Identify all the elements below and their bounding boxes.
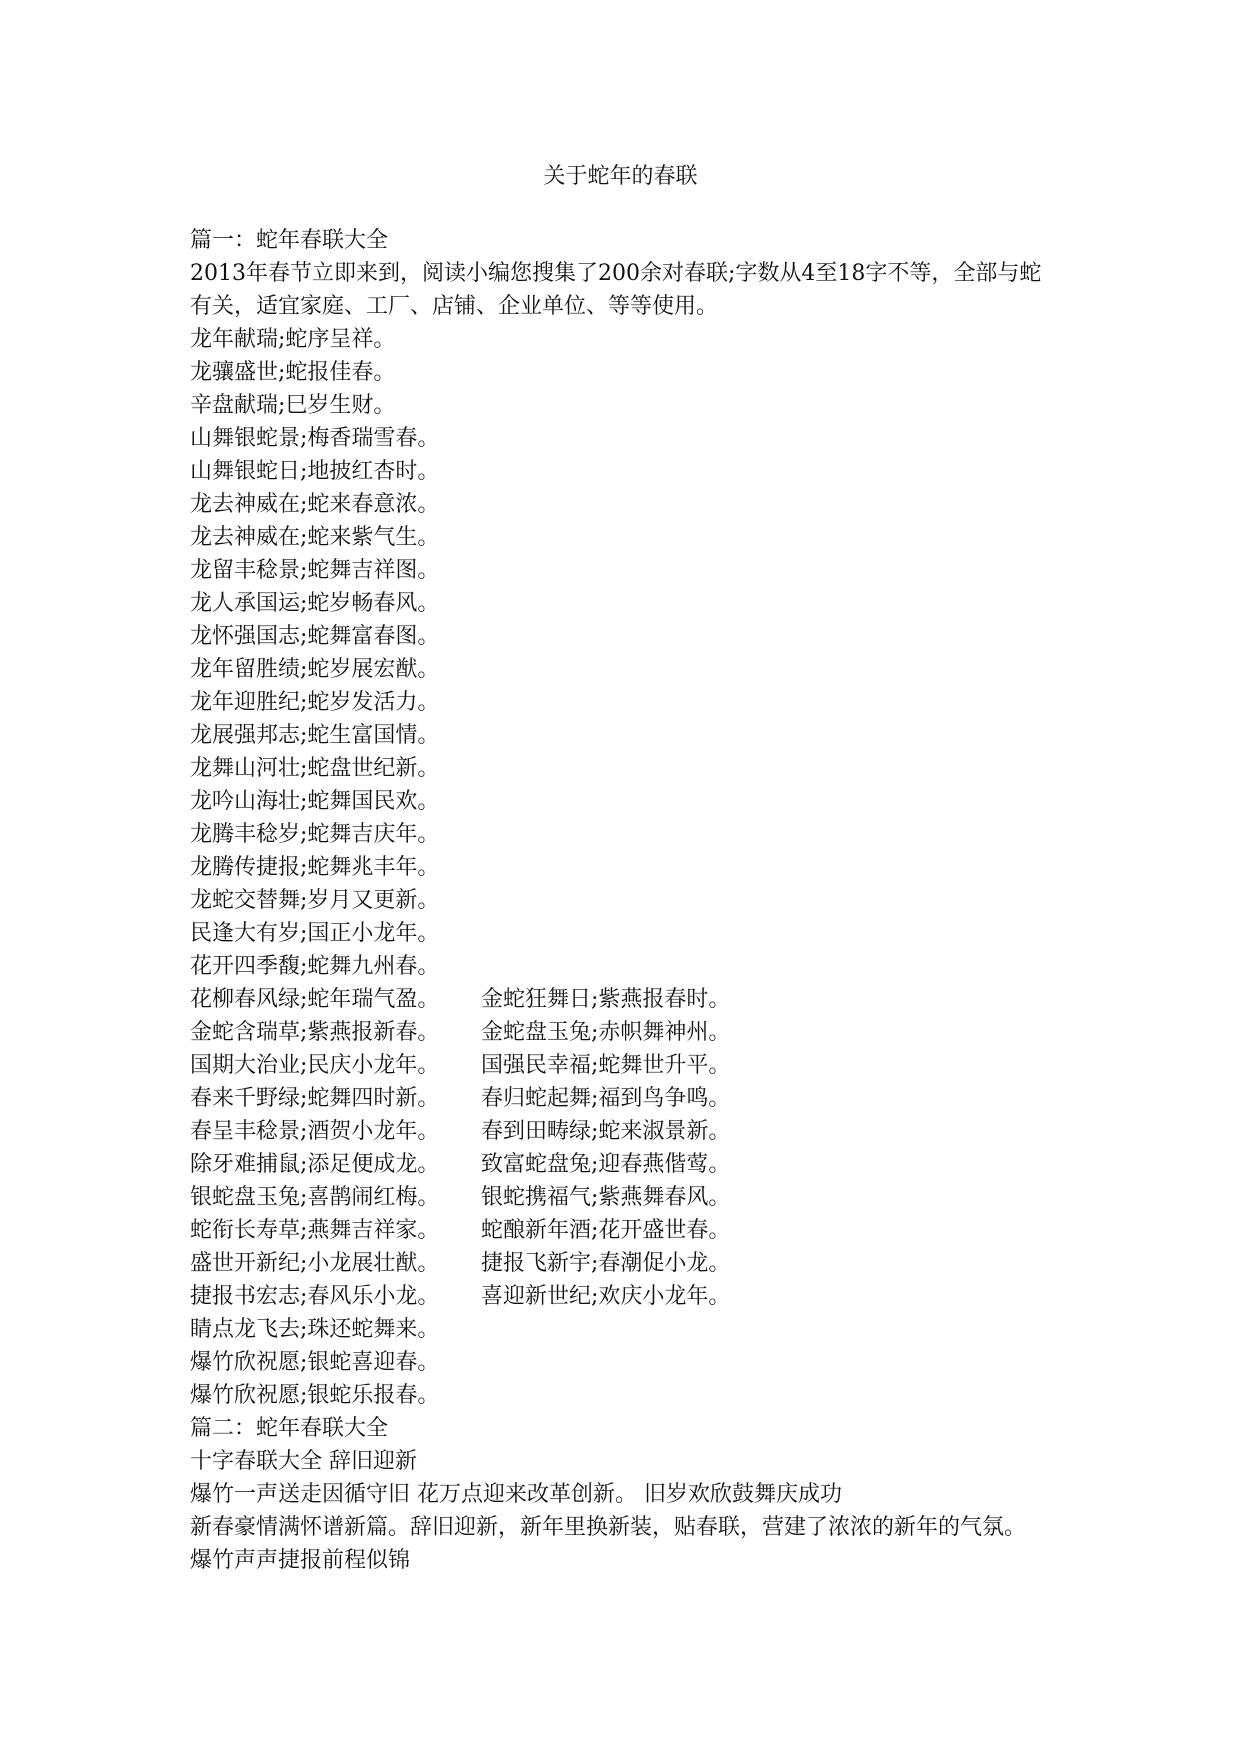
couplet-line: 龙蛇交替舞;岁月又更新。 [190,888,440,913]
couplet-left: 春呈丰稔景;酒贺小龙年。 [190,1119,440,1144]
couplet-line: 龙怀强国志;蛇舞富春图。 [190,624,440,649]
document-title: 关于蛇年的春联 [543,164,698,189]
couplet-left: 春来千野绿;蛇舞四时新。 [190,1086,440,1111]
couplet-pair-row [190,983,1050,1016]
section-heading: 篇一：蛇年春联大全 [190,228,389,253]
couplet-line: 山舞银蛇景;梅香瑞雪春。 [190,426,440,451]
couplet-right: 蛇酿新年酒;花开盛世春。 [481,1218,731,1243]
couplet-line: 龙骧盛世;蛇报佳春。 [190,360,396,385]
couplet-right: 春到田畴绿;蛇来淑景新。 [481,1119,731,1144]
couplet-line: 龙去神威在;蛇来紫气生。 [190,525,440,550]
couplet-line: 龙年献瑞;蛇序呈祥。 [190,327,396,352]
couplet-line: 民逢大有岁;国正小龙年。 [190,921,440,946]
couplet-list [190,323,1050,983]
couplet-left: 除牙难捕鼠;添足便成龙。 [190,1152,440,1177]
text-line: 爆竹声声捷报前程似锦 [190,1548,411,1573]
couplet-line: 龙展强邦志;蛇生富国情。 [190,723,440,748]
couplet-right: 致富蛇盘兔;迎春燕偕莺。 [481,1152,731,1177]
couplet-pair-row [190,1016,1050,1049]
couplet-right: 国强民幸福;蛇舞世升平。 [481,1053,731,1078]
couplet-pair-row [190,1148,1050,1181]
couplet-line: 辛盘献瑞;巳岁生财。 [190,393,396,418]
text-line: 十字春联大全 辞旧迎新 [190,1449,417,1474]
couplet-left: 花柳春风绿;蛇年瑞气盈。 [190,987,440,1012]
couplet-line: 龙年迎胜纪;蛇岁发活力。 [190,690,440,715]
section-heading: 篇二：蛇年春联大全 [190,1416,389,1441]
couplet-pair-row [190,1082,1050,1115]
couplet-pair-row [190,1115,1050,1148]
intro-paragraph: 2013年春节立即来到，阅读小编您搜集了200余对春联;字数从4至18字不等，全部与蛇有关，适宜家庭、工厂、店铺、企业单位、等等使用。 [190,261,1042,319]
couplet-line: 龙吟山海壮;蛇舞国民欢。 [190,789,440,814]
couplet-pair-row [190,1181,1050,1214]
couplet-line: 花开四季馥;蛇舞九州春。 [190,954,440,979]
couplet-line: 山舞银蛇日;地披红杏时。 [190,459,440,484]
couplet-right: 金蛇狂舞日;紫燕报春时。 [481,987,731,1012]
couplet-line: 睛点龙飞去;珠还蛇舞来。 [190,1317,440,1342]
couplet-pair-row [190,1214,1050,1247]
couplet-left: 蛇衔长寿草;燕舞吉祥家。 [190,1218,440,1243]
couplet-left: 捷报书宏志;春风乐小龙。 [190,1284,440,1309]
couplet-right: 春归蛇起舞;福到鸟争鸣。 [481,1086,731,1111]
couplet-line: 龙人承国运;蛇岁畅春风。 [190,591,440,616]
couplet-right: 喜迎新世纪;欢庆小龙年。 [481,1284,731,1309]
couplet-pair-row [190,1247,1050,1280]
couplet-line: 龙腾传捷报;蛇舞兆丰年。 [190,855,440,880]
couplet-line: 龙去神威在;蛇来春意浓。 [190,492,440,517]
couplet-pair-row [190,1280,1050,1313]
couplet-left: 国期大治业;民庆小龙年。 [190,1053,440,1078]
couplet-right: 金蛇盘玉兔;赤帜舞神州。 [481,1020,731,1045]
couplet-pair-list [190,983,1050,1313]
couplet-line: 龙舞山河壮;蛇盘世纪新。 [190,756,440,781]
couplet-line: 爆竹欣祝愿;银蛇乐报春。 [190,1383,440,1408]
text-line: 爆竹一声送走因循守旧 花万点迎来改革创新。 旧岁欢欣鼓舞庆成功 [190,1482,842,1507]
couplet-right: 银蛇携福气;紫燕舞春风。 [481,1185,731,1210]
couplet-line: 爆竹欣祝愿;银蛇喜迎春。 [190,1350,440,1375]
couplet-line: 龙年留胜绩;蛇岁展宏猷。 [190,657,440,682]
couplet-line: 龙留丰稔景;蛇舞吉祥图。 [190,558,440,583]
text-paragraph: 新春豪情满怀谱新篇。辞旧迎新，新年里换新装，贴春联，营建了浓浓的新年的气氛。 [190,1515,1027,1540]
couplet-left: 银蛇盘玉兔;喜鹊闹红梅。 [190,1185,440,1210]
couplet-left: 盛世开新纪;小龙展壮猷。 [190,1251,440,1276]
couplet-pair-row [190,1049,1050,1082]
couplet-right: 捷报飞新宇;春潮促小龙。 [481,1251,731,1276]
document-body [190,224,1050,1577]
couplet-left: 金蛇含瑞草;紫燕报新春。 [190,1020,440,1045]
couplet-list [190,1313,1050,1412]
couplet-line: 龙腾丰稔岁;蛇舞吉庆年。 [190,822,440,847]
